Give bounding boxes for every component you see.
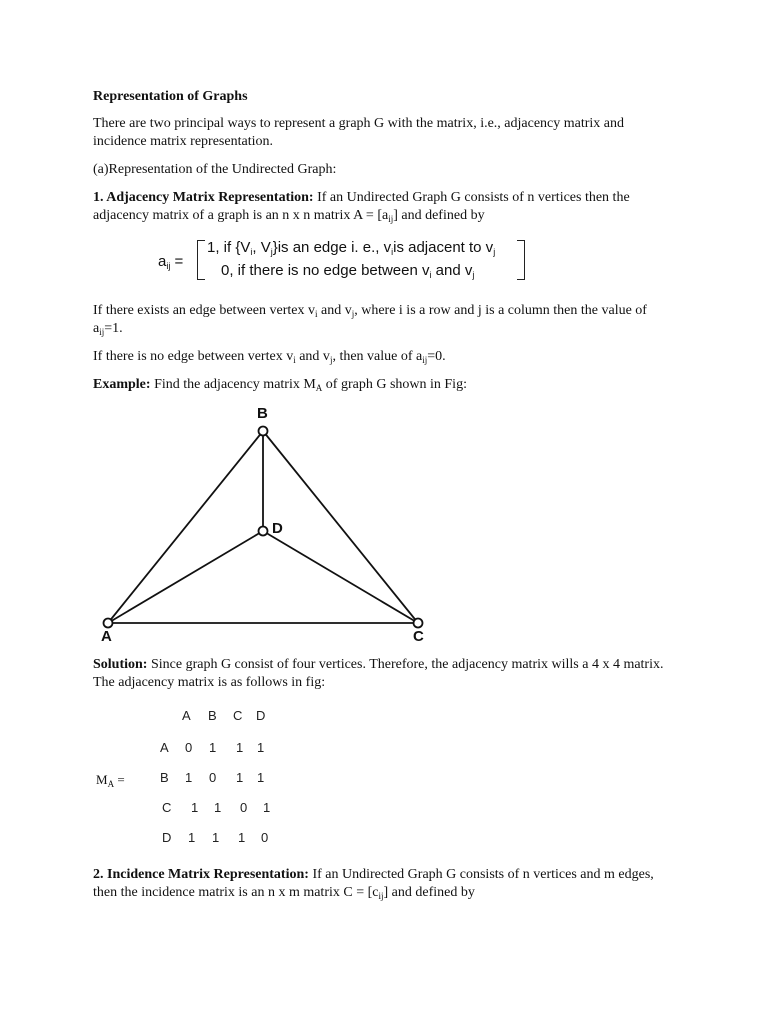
matrix-col-header: C (233, 708, 243, 723)
incidence-section-title: 2. Incidence Matrix Representation: (93, 867, 309, 882)
adjacency-section-title: 1. Adjacency Matrix Representation: (93, 190, 314, 205)
matrix-cell: 0 (185, 740, 193, 755)
adjacency-matrix (92, 708, 392, 853)
matrix-col-header: D (256, 708, 266, 723)
matrix-row-header: B (160, 770, 169, 785)
edge-d-c (263, 531, 418, 623)
matrix-col-header: B (208, 708, 217, 723)
no-edge-paragraph: If there is no edge between vertex $v_i$ and $v_j$, then value of $a_{ij}=0$. (93, 349, 446, 365)
matrix-cell: 0 (261, 830, 269, 845)
matrix-row-header: A (160, 740, 169, 755)
matrix-cell: 1 (188, 830, 196, 845)
matrix-label: $M_A$ = (96, 772, 125, 789)
formula-line-2: 0, if there is no edge between $v_i$ and $v_j$ (221, 262, 475, 280)
vertex-label-a: A (101, 628, 112, 645)
matrix-cell: 1 (212, 830, 220, 845)
intro-paragraph: There are two principal ways to represent a graph G with the matrix, i.e., adjacency matrix and incidence matrix representation. (93, 116, 625, 149)
matrix-cell: 1 (214, 800, 222, 815)
matrix-cell: 1 (263, 800, 271, 815)
edge-a-d (108, 531, 263, 623)
matrix-cell: 0 (209, 770, 217, 785)
vertex-label-d: D (272, 520, 283, 537)
edge-a-b (108, 431, 263, 623)
undirected-subheading: (a)Representation of the Undirected Graph: (93, 162, 337, 177)
left-bracket (197, 240, 205, 280)
vertex-c (414, 619, 423, 628)
example-paragraph: Example: Find the adjacency matrix $M_A$ of graph G shown in Fig: (93, 377, 467, 393)
edge-exists-paragraph: If there exists an edge between vertex $v_i$ and $v_j$, where i is a row and j is a column then the value of $a_{ij}=1$. (93, 303, 647, 337)
vertex-b (259, 427, 268, 436)
matrix-cell: 1 (236, 740, 244, 755)
matrix-cell: 1 (236, 770, 244, 785)
page-title: Representation of Graphs (93, 89, 248, 104)
adjacency-formula: $a_{ij}$ = 1, if {$V_i$, $V_j\}is$ an edge i. e., $v_iis$ adjacent to $v_j$ 0, if there is no edge between $v_i$ and $v_j$ (155, 238, 525, 286)
matrix-cell: 1 (257, 770, 265, 785)
matrix-cell: 0 (240, 800, 248, 815)
solution-paragraph: Solution: Since graph G consist of four vertices. Therefore, the adjacency matrix wills a 4 x 4 matrix. The adjacency matrix is as follows in fig: (93, 657, 664, 690)
vertex-d (259, 527, 268, 536)
matrix-cell: 1 (185, 770, 193, 785)
vertex-a (104, 619, 113, 628)
matrix-cell: 1 (191, 800, 199, 815)
edge-b-c (263, 431, 418, 623)
formula-line-1: 1, if {$V_i$, $V_j\}is$ an edge i. e., $v_iis$ adjacent to $v_j$ (207, 239, 496, 257)
adjacency-definition-paragraph: 1. Adjacency Matrix Representation: If an Undirected Graph G consists of n vertices then the adjacency matrix of a graph is an n x n matrix $A = [a_{ij}]$ and defined by (93, 190, 630, 224)
matrix-cell: 1 (238, 830, 246, 845)
incidence-definition-paragraph: 2. Incidence Matrix Representation: If an Undirected Graph G consists of n vertices and m edges, then the incidence matrix is an n x m matrix $C = [c_{ij}]$ and defined by (93, 867, 654, 901)
vertex-label-b: B (257, 405, 268, 422)
matrix-cell: 1 (257, 740, 265, 755)
matrix-col-header: A (182, 708, 191, 723)
graph-figure (98, 402, 438, 647)
matrix-row-header: C (162, 800, 172, 815)
right-bracket (517, 240, 525, 280)
vertex-label-c: C (413, 628, 424, 645)
matrix-cell: 1 (209, 740, 217, 755)
matrix-row-header: D (162, 830, 172, 845)
